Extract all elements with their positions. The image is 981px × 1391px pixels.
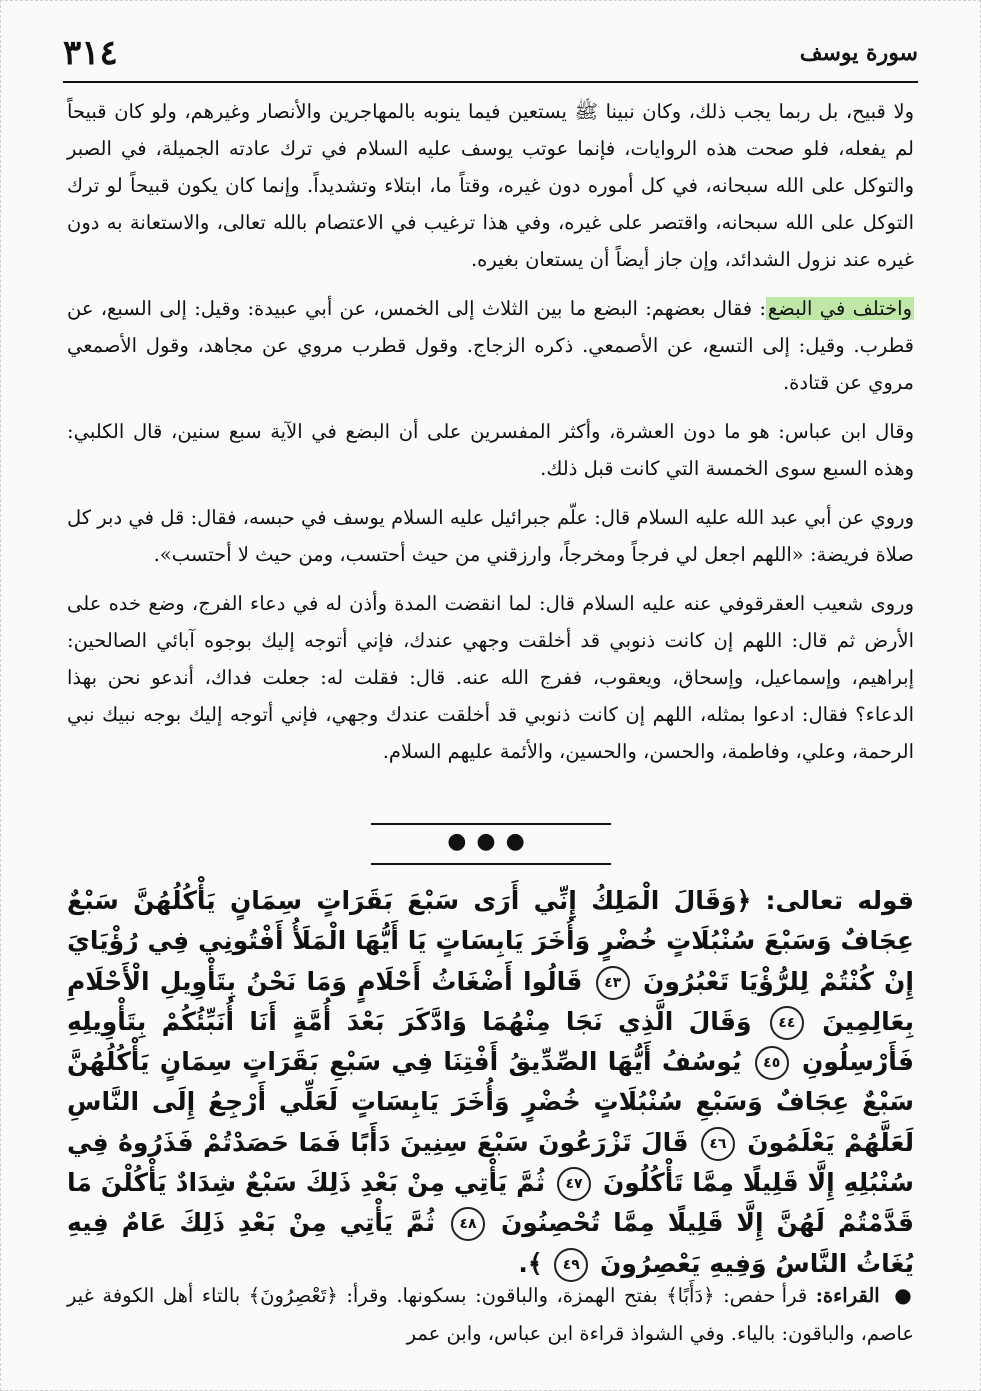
bullet-icon: ● — [894, 1283, 915, 1307]
ayah-number-marker: ٤٤ — [770, 1006, 804, 1040]
qiraat-section — [67, 1276, 914, 1353]
verse-49-text: ثُمَّ يَأْتِي مِنْ بَعْدِ ذَلِكَ عَامٌ فِيهِ يُغَاثُ النَّاسُ وَفِيهِ يَعْصِرُونَ — [67, 1208, 914, 1278]
separator-line-top — [371, 823, 611, 825]
qiraat-text: قرأ حفص: ﴿دَأَبًا﴾ بفتح الهمزة، والباقون: بسكونها. وقرأ: ﴿تَعْصِرُونَ﴾ بالتاء أهل الكوفة غير عاصم، والباقون: بالياء. وفي الشواذ قراءة ابن عباس، وابن عمر — [67, 1284, 914, 1345]
separator-line-bottom — [371, 863, 611, 865]
quran-verses — [67, 881, 914, 1284]
commentary-body — [67, 93, 914, 782]
paragraph-5: وروى شعيب العقرقوفي عنه عليه السلام قال: لما انقضت المدة وأذن له في دعاء الفرج، وضع خده على الأرض ثم قال: اللهم إن كانت ذنوبي قد أخلقت وجهي عندك، فإني أتوجه إليك بوجوه آبائي الصالحين: إبراهيم، وإسماعيل، وإسحاق، ويعقوب، ففرج الله عنه. قال: فقلت له: جعلت فداك، أندعو نحن بهذا الدعاء؟ فقال: ادعوا بمثله، اللهم إن كانت ذنوبي قد أخلقت عندك وجهي، فإني أتوجه إليك بوجه نبيك نبي الرحمة، وعلي، وفاطمة، والحسن، والحسين، والأئمة عليهم السلام. — [67, 592, 914, 763]
ayah-number-marker: ٤٦ — [701, 1127, 735, 1161]
verse-intro: قوله تعالى: — [765, 886, 914, 915]
paragraph-1: ولا قبيح، بل ربما يجب ذلك، وكان نبينا ﷺ يستعين فيما ينوبه بالمهاجرين والأنصار وغيرهم، ولو كان قبيحاً لم يفعله، فلو صحت هذه الروايات، فإنما عوتب يوسف عليه السلام في ترك عادته الجميلة، في الصبر والتوكل على الله سبحانه، في كل أموره دون غيره، وقتاً ما، ابتلاء وتشديداً. وإنما كان يكون قبيحاً لو ترك التوكل على الله سبحانه، واقتصر على غيره، وفي هذا ترغيب في الاعتصام بالله تعالى، والاستعانة به دون غيره عند نزول الشدائد، وإن جاز أيضاً أن يستعان بغيره. — [67, 100, 914, 271]
separator-dots: ●●● — [447, 829, 535, 854]
paragraph-2 — [67, 290, 914, 401]
paragraph-4: وروي عن أبي عبد الله عليه السلام قال: علّم جبرائيل عليه السلام يوسف في حبسه، فقال: قل في دبر كل صلاة فريضة: «اللهم اجعل لي فرجاً ومخرجاً، وارزقني من حيث أحتسب، ومن حيث لا أحتسب». — [67, 506, 914, 566]
highlighted-phrase: واختلف في البضع — [767, 297, 912, 320]
paragraph-2-text: : فقال بعضهم: البضع ما بين الثلاث إلى الخمس، عن أبي عبيدة: وقيل: إلى السبع، عن قطرب. وقيل: إلى التسع، عن الأصمعي. ذكره الزجاج. وقول قطرب مروي عن مجاهد، وقول الأصمعي مروي عن قتادة. — [67, 297, 914, 394]
verse-47-text: قَالَ تَزْرَعُونَ سَبْعَ سِنِينَ دَأَبًا فَمَا حَصَدْتُمْ فَذَرُوهُ فِي سُنْبُلِهِ إِلَّا قَلِيلًا مِمَّا تَأْكُلُونَ — [67, 1127, 914, 1198]
ayah-number-marker: ٤٥ — [755, 1046, 789, 1080]
ayah-number-marker: ٤٧ — [557, 1167, 591, 1201]
paragraph-3: وقال ابن عباس: هو ما دون العشرة، وأكثر المفسرين على أن البضع في الآية سبع سنين، قال الكلبي: وهذه السبع سوى الخمسة التي كانت قبل ذلك. — [67, 420, 914, 480]
section-separator — [371, 819, 611, 867]
ayah-number-marker: ٤٨ — [451, 1207, 485, 1241]
ayah-number-marker: ٤٣ — [596, 966, 630, 1000]
ayah-number-marker: ٤٩ — [554, 1248, 588, 1282]
page-number: ٣١٤ — [63, 33, 118, 73]
page-header — [63, 29, 918, 77]
verse-46-text: يُوسُفُ أَيُّهَا الصِّدِّيقُ أَفْتِنَا فِي سَبْعِ بَقَرَاتٍ سِمَانٍ يَأْكُلُهُنَّ سَبْعٌ عِجَافٌ وَسَبْعِ سُنْبُلَاتٍ خُضْرٍ وَأُخَرَ يَابِسَاتٍ لَعَلِّي أَرْجِعُ إِلَى النَّاسِ لَعَلَّهُمْ يَعْلَمُونَ — [67, 1047, 914, 1157]
verse-44-text: قَالُوا أَضْغَاثُ أَحْلَامٍ وَمَا نَحْنُ بِتَأْوِيلِ الْأَحْلَامِ بِعَالِمِينَ — [67, 966, 914, 1036]
verse-48-text: ثُمَّ يَأْتِي مِنْ بَعْدِ ذَلِكَ سَبْعٌ شِدَادٌ يَأْكُلْنَ مَا قَدَّمْتُمْ لَهُنَّ إِلَّا قَلِيلًا مِمَّا تُحْصِنُونَ — [67, 1168, 914, 1238]
verse-43-text: ﴿وَقَالَ الْمَلِكُ إِنِّي أَرَى سَبْعَ بَقَرَاتٍ سِمَانٍ يَأْكُلُهُنَّ سَبْعٌ عِجَافٌ وَسَبْعَ سُنْبُلَاتٍ خُضْرٍ وَأُخَرَ يَابِسَاتٍ يَا أَيُّهَا الْمَلَأُ أَفْتُونِي فِي رُؤْيَايَ إِنْ كُنْتُمْ لِلرُّؤْيَا تَعْبُرُونَ — [67, 886, 914, 996]
qiraat-heading: القراءة: — [815, 1284, 880, 1307]
verse-close: ﴾. — [518, 1248, 543, 1278]
verse-45-text: وَقَالَ الَّذِي نَجَا مِنْهُمَا وَادَّكَرَ بَعْدَ أُمَّةٍ أَنَا أُنَبِّئُكُمْ بِتَأْوِيلِهِ فَأَرْسِلُونِ — [67, 1006, 914, 1077]
surah-title: سورة يوسف — [799, 40, 918, 66]
header-rule — [63, 81, 918, 83]
